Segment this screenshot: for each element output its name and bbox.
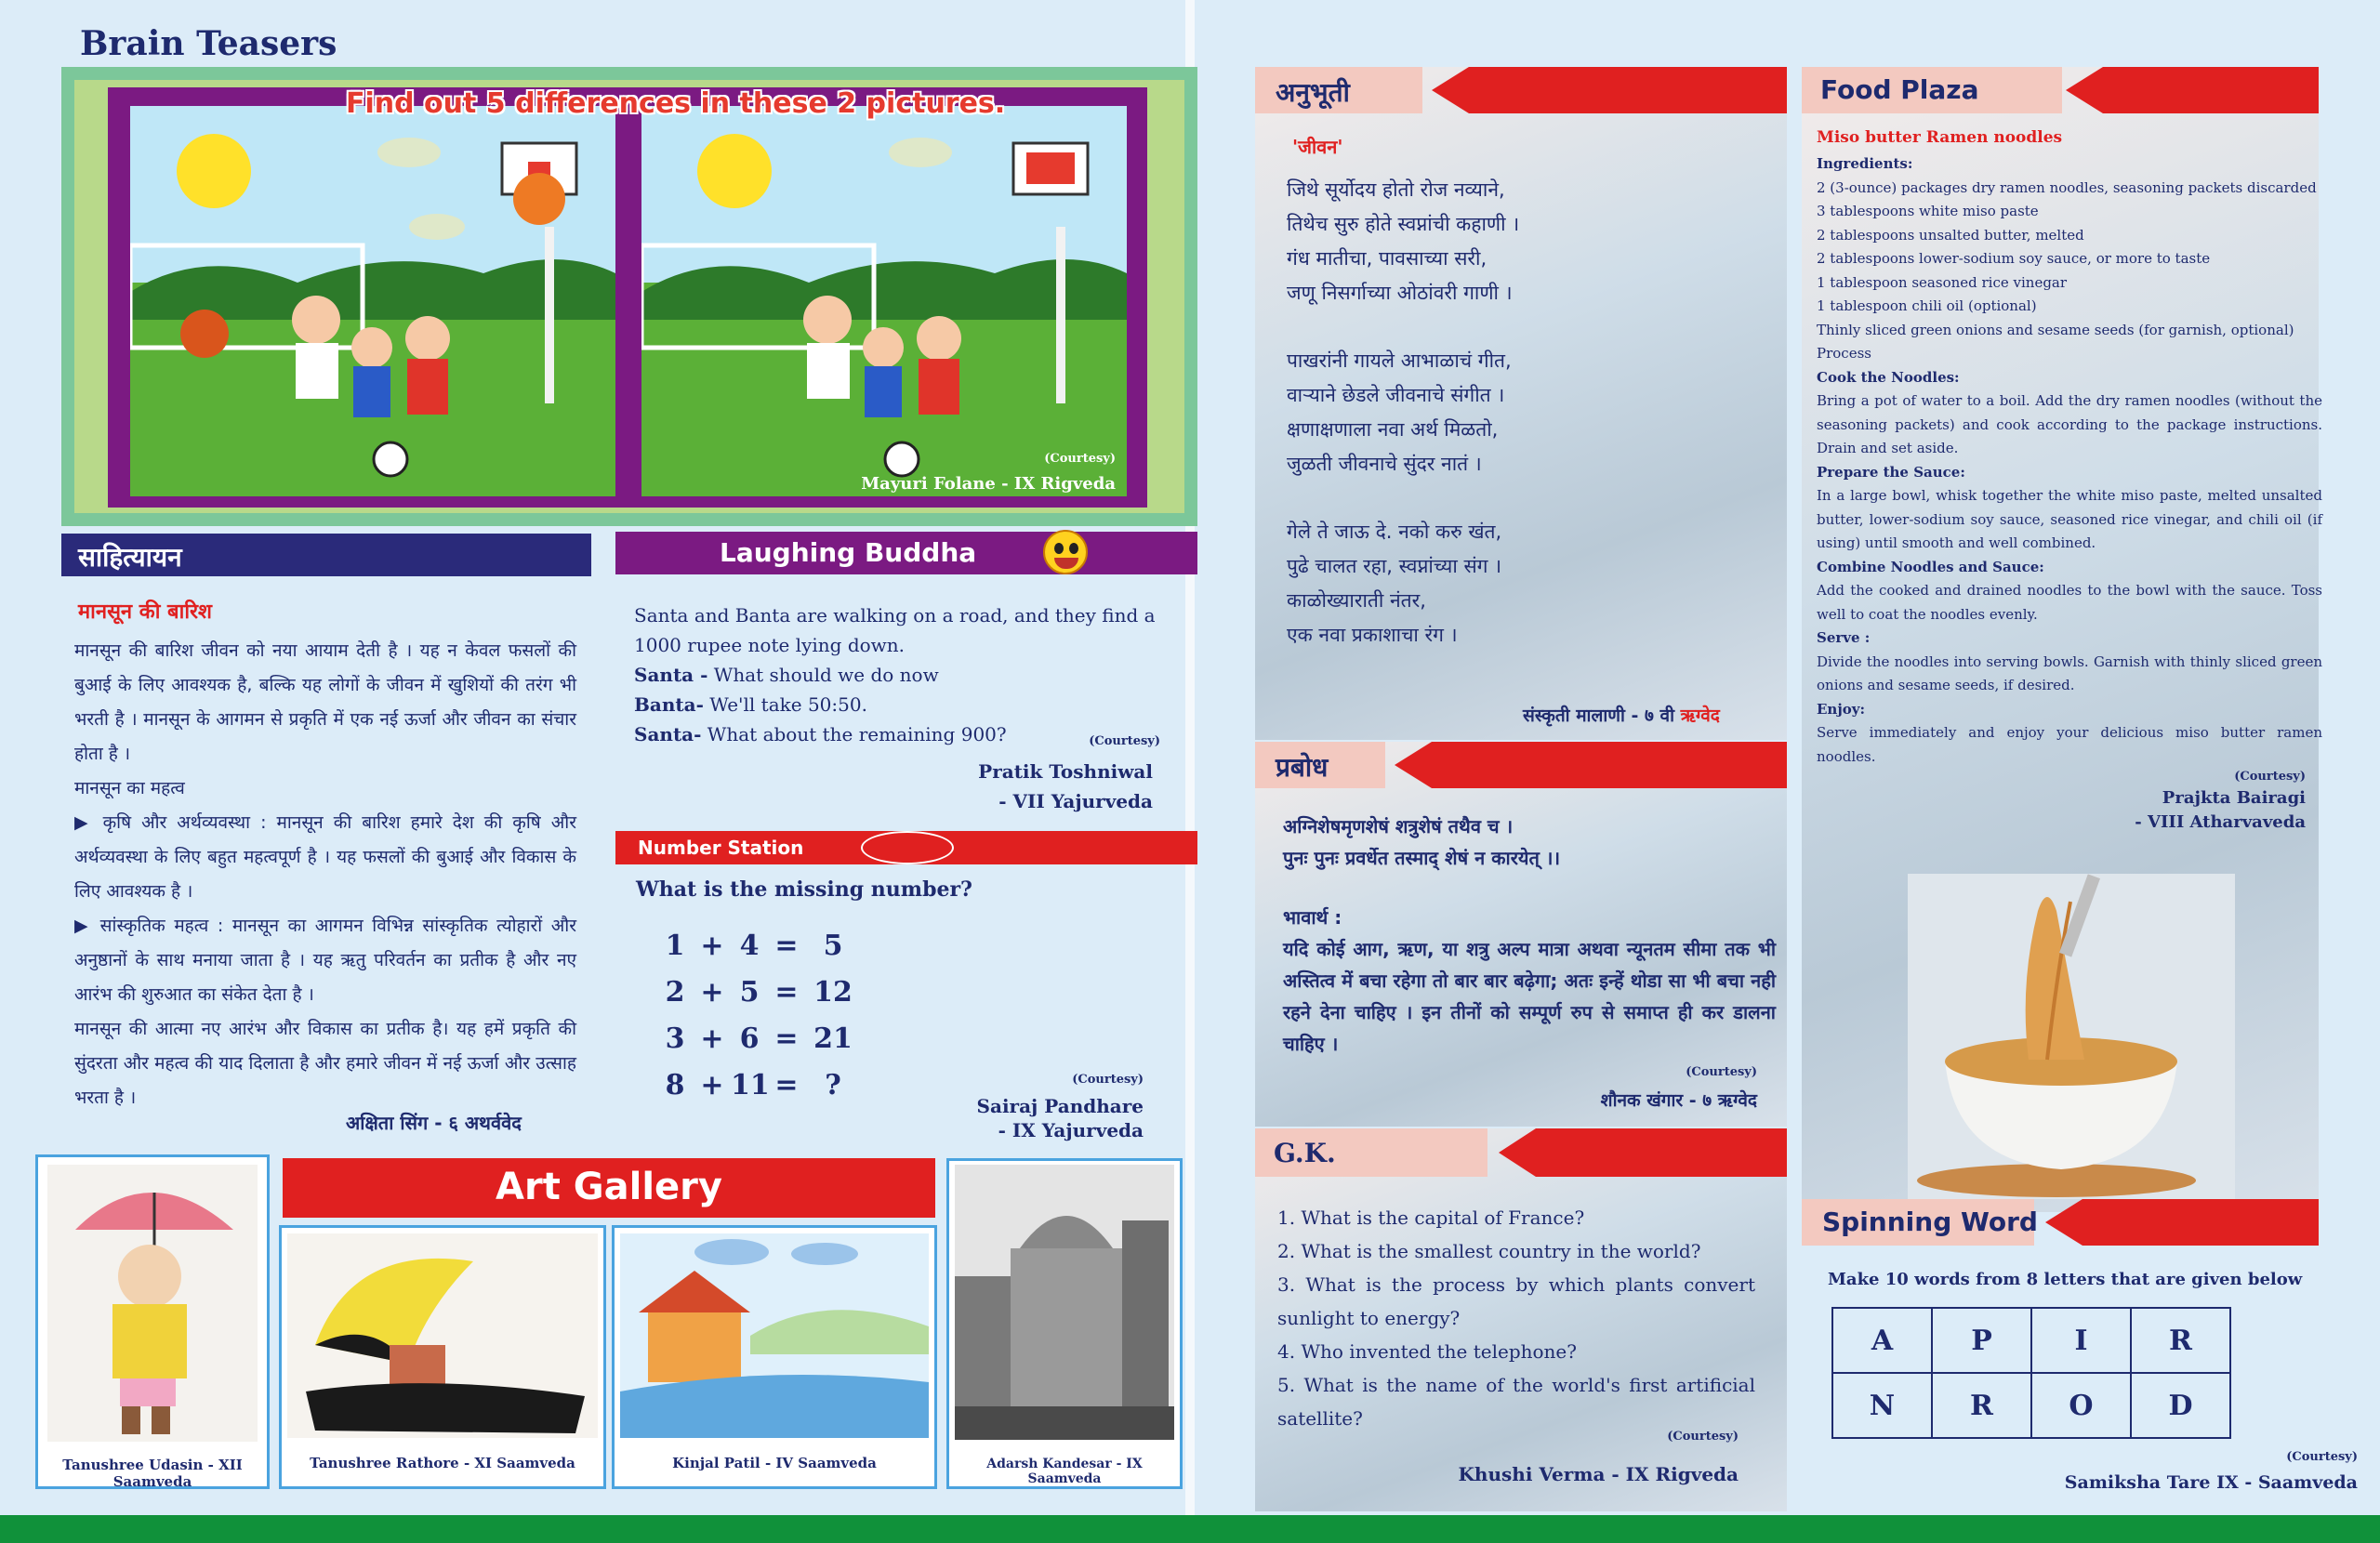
eq-op: + [700, 1069, 724, 1101]
sahityayan-paragraph: ▶ सांस्कृतिक महत्व : मानसून का आगमन विभिन्न सांस्कृतिक त्योहारों और अनुष्ठानों के साथ मनाया जाता है । यह ऋतु परिवर्तन का प्रतीक है और नए आरंभ की शुरुआत का संकेत देता है । [74, 916, 576, 1005]
art-caption: Tanushree Udasin - XII Saamveda [62, 1457, 243, 1490]
gk-question: 4. Who invented the telephone? [1277, 1340, 1577, 1363]
eq-op: = [774, 1022, 799, 1055]
spinning-word-header: Spinning Word [1822, 1207, 2038, 1237]
ramen-bowl-photo [1908, 874, 2235, 1199]
eq-op: = [774, 976, 799, 1009]
step-label: Serve : [1817, 629, 1871, 646]
eq-op: + [700, 1022, 724, 1055]
letter-grid-row [1832, 1373, 2230, 1438]
dialogue-line [634, 690, 1168, 719]
basketball-left [513, 173, 565, 225]
ingredient: 2 (3-ounce) packages dry ramen noodles, seasoning packets discarded [1817, 178, 2317, 196]
ingredient: Thinly sliced green onions and sesame seeds (for garnish, optional) [1817, 321, 2294, 338]
dialogue-text: What about the remaining 900? [701, 723, 1007, 745]
dialogue-speaker: Santa- [634, 723, 702, 745]
ingredient: 3 tablespoons white miso paste [1817, 203, 2039, 219]
poem-line: काळोख्याराती नंतर, [1287, 589, 1426, 612]
gk-courtesy: (Courtesy) [1667, 1430, 1739, 1444]
puzzle-credit: Mayuri Folane - IX Rigveda [861, 474, 1116, 494]
art-image-umbrella-house [287, 1233, 598, 1438]
step-text: Bring a pot of water to a boil. Add the dry ramen noodles (without the seasoning packets) and cook according to the package instructions. Drain and set aside. [1817, 392, 2322, 456]
eq-op: + [700, 976, 724, 1009]
eq-result: 5 [823, 930, 843, 962]
step-text: In a large bowl, whisk together the white miso paste, melted unsalted butter, lower-sodium soy sauce, seasoned rice vinegar, and chili oil (if using) until smooth and well combined. [1817, 487, 2322, 551]
laughing-buddha-courtesy: (Courtesy) [1089, 734, 1160, 748]
eq-op: = [774, 1069, 799, 1101]
ingredient: 1 tablespoon chili oil (optional) [1817, 297, 2037, 314]
prabodh-credit: शौनक खंगार - ७ ऋग्वेद [1600, 1090, 1757, 1111]
eq-term: 8 [665, 1069, 685, 1101]
letter-cell: P [1932, 1308, 2031, 1373]
prabodh-courtesy: (Courtesy) [1686, 1065, 1757, 1079]
shloka-line: अग्निशेषमृणशेषं शत्रुशेषं तथैव च । [1283, 815, 1514, 837]
header-red-arrow [1395, 742, 1787, 788]
puzzle-title: Find out 5 differences in these 2 pictures. [346, 87, 1006, 120]
letter-cell: R [1932, 1373, 2031, 1438]
laughing-buddha-body [634, 600, 1168, 749]
anubhuti-poem-title: 'जीवन' [1292, 136, 1343, 158]
football-right [885, 442, 919, 476]
equation-row [656, 1022, 889, 1069]
eq-op: + [700, 930, 724, 962]
art-caption: Adarsh Kandesar - IX Saamveda [986, 1457, 1143, 1486]
laughing-buddha-intro: Santa and Banta are walking on a road, and they find a 1000 rupee note lying down. [634, 604, 1156, 656]
laughing-emoji-icon [1043, 530, 1088, 574]
poem-line: जिथे सूर्योदय होतो रोज नव्याने, [1287, 178, 1505, 201]
food-credit-class: - VIII Atharvaveda [2135, 812, 2306, 832]
dialogue-speaker: Santa - [634, 664, 708, 686]
dialogue-speaker: Banta- [634, 693, 704, 716]
equation-row [656, 930, 889, 976]
sahityayan-header-bar [61, 534, 591, 576]
recipe-title: Miso butter Ramen noodles [1817, 128, 2063, 147]
step-label: Enjoy: [1817, 700, 1866, 718]
anubhuti-header: अनुभूती [1276, 77, 1350, 108]
poem-line: जुळती जीवनाचे सुंदर नातं । [1287, 453, 1482, 475]
poem-line: क्षणाक्षणाला नवा अर्थ मिळतो, [1287, 418, 1499, 441]
sun-left [177, 134, 251, 208]
recipe-body [1817, 152, 2322, 769]
number-station-courtesy: (Courtesy) [1072, 1073, 1144, 1087]
eq-term: 5 [739, 976, 760, 1009]
laughing-buddha-credit-name: Pratik Toshniwal [978, 760, 1153, 783]
art-card [946, 1158, 1183, 1489]
eq-term: 11 [731, 1069, 770, 1101]
number-station-question: What is the missing number? [636, 877, 972, 902]
number-station-header: Number Station [638, 837, 804, 859]
ingredient: 2 tablespoons unsalted butter, melted [1817, 226, 2084, 244]
brain-teasers-title: Brain Teasers [80, 24, 337, 63]
prabodh-body [1283, 811, 1776, 1060]
letter-grid-row [1832, 1308, 2230, 1373]
spinning-word-header-bar [1802, 1199, 2319, 1246]
laughing-buddha-header-bar [615, 532, 1197, 574]
ingredients-label: Ingredients: [1817, 155, 1913, 172]
gap [1283, 874, 1776, 902]
letter-cell: N [1832, 1373, 1932, 1438]
eq-term: 3 [665, 1022, 685, 1055]
art-card [612, 1225, 937, 1489]
food-credit-name: Prajkta Bairagi [2162, 788, 2306, 808]
prabodh-header: प्रबोध [1276, 752, 1329, 783]
sahityayan-paragraph: मानसून की आत्मा नए आरंभ और विकास का प्रतीक है। यह हमें प्रकृति की सुंदरता और महत्व की याद दिलाता है और हमारे जीवन में नई ऊर्जा और उत्साह भरता है । [74, 1019, 576, 1108]
sahityayan-body [74, 634, 576, 1115]
food-courtesy: (Courtesy) [2234, 770, 2306, 784]
eq-result: ? [825, 1069, 841, 1101]
gk-question: 1. What is the capital of France? [1277, 1207, 1585, 1229]
art-card [279, 1225, 606, 1489]
cloud-left [377, 138, 441, 167]
footer-green-bar [0, 1515, 2380, 1543]
art-card [35, 1154, 270, 1489]
poem-line: वाऱ्याने छेडले जीवनाचे संगीत । [1287, 384, 1505, 406]
meaning-text: यदि कोई आग, ऋण, या शत्रु अल्प मात्रा अथवा न्यूनतम सीमा तक भी अस्तित्व में बचा रहेगा तो बार बार बढ़ेगा; अतः इन्हें थोडा सा भी बचा नही रहने देना चाहिए । इन तीनों को सम्पूर्ण रुप से समाप्त ही कर डालना चाहिए । [1283, 938, 1776, 1055]
header-red-arrow [1499, 1128, 1787, 1177]
step-text: Add the cooked and drained noodles to the bowl with the sauce. Toss well to coat the noodles evenly. [1817, 582, 2322, 623]
ingredient: 2 tablespoons lower-sodium soy sauce, or more to taste [1817, 250, 2211, 267]
letter-cell: D [2131, 1373, 2230, 1438]
equation-row [656, 976, 889, 1022]
art-gallery-header-bar [283, 1158, 935, 1218]
puzzle-picture-left [130, 106, 615, 496]
sahityayan-poem-title: मानसून की बारिश [78, 600, 212, 624]
art-image-rain-hut [620, 1233, 929, 1438]
gk-question: 5. What is the name of the world's first artificial satellite? [1277, 1374, 1755, 1430]
anubhuti-poem [1287, 173, 1770, 653]
header-red-arrow [1432, 67, 1787, 113]
letter-cell: I [2031, 1308, 2131, 1373]
poem-line: जणू निसर्गाच्या ओठांवरी गाणी । [1287, 282, 1513, 304]
poem-line: एक नवा प्रकाशाचा रंग । [1287, 624, 1458, 646]
gk-questions [1277, 1201, 1755, 1435]
number-station-header-bar [615, 831, 1197, 864]
laughing-buddha-header: Laughing Buddha [720, 537, 977, 568]
art-image-sketch-building [955, 1165, 1174, 1440]
eq-result: 21 [813, 1022, 853, 1055]
puzzle-picture-right [641, 106, 1127, 496]
gk-question: 3. What is the process by which plants convert sunlight to energy? [1277, 1273, 1755, 1329]
sahityayan-paragraph: ▶ कृषि और अर्थव्यवस्था : मानसून की बारिश हमारे देश की कृषि और अर्थव्यवस्था के लिए बहुत महत्वपूर्ण है । यह फसलों की बुआई और विकास के लिए आवश्यक है । [74, 812, 576, 902]
puzzle-courtesy: (Courtesy) [1044, 452, 1116, 466]
equations [656, 930, 889, 1115]
prabodh-header-bar [1255, 742, 1787, 788]
spinning-word-instruction: Make 10 words from 8 letters that are given below [1828, 1270, 2303, 1289]
anubhuti-credit-name: संस्कृती मालाणी - ७ वी [1523, 706, 1681, 726]
gk-credit: Khushi Verma - IX Rigveda [1458, 1463, 1739, 1485]
step-label: Cook the Noodles: [1817, 368, 1960, 386]
laughing-buddha-credit-class: - VII Yajurveda [998, 790, 1153, 812]
spinning-word-courtesy: (Courtesy) [2286, 1450, 2358, 1464]
eq-term: 1 [665, 930, 685, 962]
eq-result: 12 [813, 976, 853, 1009]
football-left [374, 442, 407, 476]
art-gallery-title: Art Gallery [496, 1166, 722, 1208]
gk-header-bar [1255, 1128, 1787, 1177]
header-red-arrow [2066, 67, 2319, 113]
poem-line: गेले ते जाऊ दे. नको करु खंत, [1287, 521, 1502, 543]
eq-term: 6 [739, 1022, 760, 1055]
letter-cell: O [2031, 1373, 2131, 1438]
food-plaza-header-bar [1802, 67, 2319, 113]
dialogue-line [634, 660, 1168, 690]
number-station-credit-name: Sairaj Pandhare [976, 1095, 1144, 1117]
gk-question: 2. What is the smallest country in the world? [1277, 1240, 1701, 1262]
meaning-label: भावार्थ : [1283, 906, 1342, 929]
dialogue-text: What should we do now [707, 664, 939, 686]
art-image-girl-umbrella [47, 1165, 258, 1442]
header-red-arrow [2045, 1199, 2319, 1246]
anubhuti-credit-veda: ऋग्वेद [1680, 706, 1720, 726]
art-caption: Kinjal Patil - IV Saamveda [672, 1455, 877, 1471]
step-label: Combine Noodles and Sauce: [1817, 558, 2044, 575]
poem-line: पाखरांनी गायले आभाळाचं गीत, [1287, 349, 1512, 372]
step-text: Divide the noodles into serving bowls. Garnish with thinly sliced green onions and sesame seeds, if desired. [1817, 653, 2322, 693]
food-plaza-header: Food Plaza [1820, 74, 1979, 105]
spinning-word-credit: Samiksha Tare IX - Saamveda [2064, 1472, 2358, 1493]
stanza-gap [1287, 481, 1770, 515]
sahityayan-paragraph: मानसून का महत्व [74, 778, 185, 798]
step-text: Serve immediately and enjoy your delicious miso butter ramen noodles. [1817, 724, 2322, 765]
ingredient: 1 tablespoon seasoned rice vinegar [1817, 273, 2068, 291]
step-label: Prepare the Sauce: [1817, 463, 1965, 481]
ingredient: Process [1817, 345, 1871, 362]
poem-line: पुढे चालत रहा, स्वप्नांच्या संग । [1287, 555, 1502, 577]
anubhuti-header-bar [1255, 67, 1787, 113]
shloka-line: पुनः पुनः प्रवर्धेत तस्माद् शेषं न कारयेत् ।। [1283, 847, 1561, 869]
eq-op: = [774, 930, 799, 962]
sahityayan-credit: अक्षिता सिंग - ६ अथर्ववेद [346, 1112, 522, 1134]
sahityayan-paragraph: मानसून की बारिश जीवन को नया आयाम देती है । यह न केवल फसलों की बुआई के लिए आवश्यक है, बल्कि यह लोगों के जीवन में खुशियों की तरंग भी भरती है । मानसून के आगमन से प्रकृति में एक नई ऊर्जा और जीवन का संचार होता है । [74, 640, 576, 764]
poem-line: तिथेच सुरु होते स्वप्नांची कहाणी । [1287, 213, 1520, 235]
poem-line: गंध मातीचा, पावसाच्या सरी, [1287, 247, 1488, 270]
stanza-gap [1287, 310, 1770, 344]
letter-cell: R [2131, 1308, 2230, 1373]
sun-right [697, 134, 772, 208]
equation-row [656, 1069, 889, 1115]
number-station-ornament [861, 831, 954, 864]
eq-term: 2 [665, 976, 685, 1009]
eq-term: 4 [739, 930, 760, 962]
number-station-credit-class: - IX Yajurveda [998, 1119, 1144, 1141]
sahityayan-header: साहित्यायन [78, 542, 182, 573]
dialogue-text: We'll take 50:50. [703, 693, 867, 716]
letter-cell: A [1832, 1308, 1932, 1373]
art-caption: Tanushree Rathore - XI Saamveda [310, 1455, 575, 1471]
letter-grid [1831, 1307, 2231, 1439]
gk-header: G.K. [1274, 1138, 1336, 1168]
anubhuti-credit [1523, 703, 1720, 727]
